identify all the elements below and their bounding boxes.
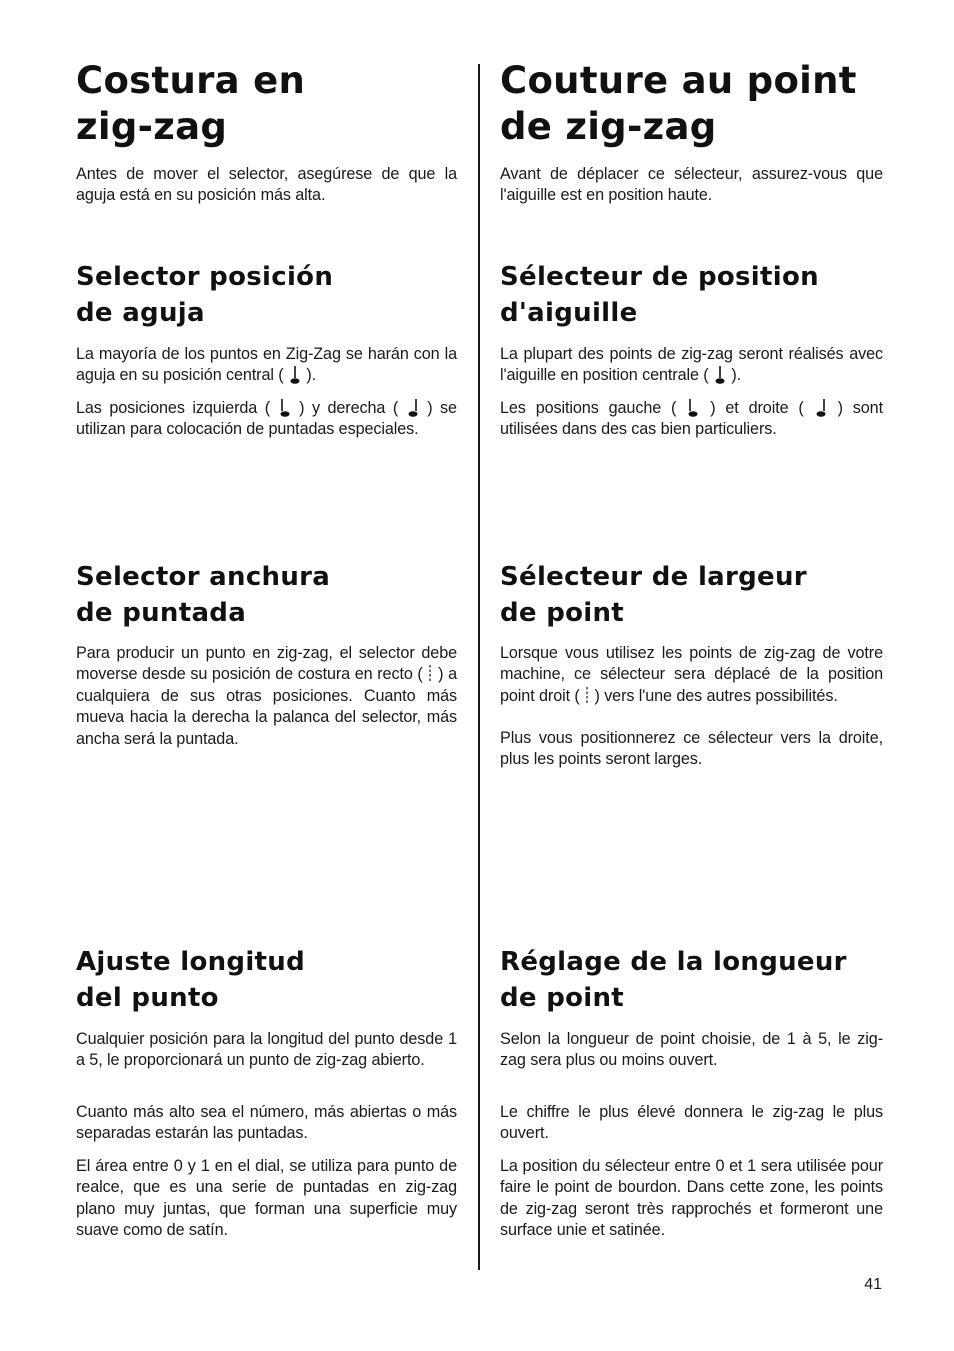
title-line-2: zig-zag — [76, 105, 228, 148]
heading-line-1: Sélecteur de position — [500, 262, 819, 292]
text-run: ) vers l'une des autres possibilités. — [594, 686, 838, 705]
heading-stitch-width-es — [76, 559, 330, 631]
heading-line-2: de puntada — [76, 598, 247, 628]
page-title-es — [76, 58, 305, 150]
text-run: Las posiciones izquierda ( — [76, 399, 271, 417]
heading-line-2: de aguja — [76, 298, 205, 328]
heading-line-1: Selector anchura — [76, 562, 331, 592]
text-run: ) se utilizan para colocación de puntadas especiales. — [76, 399, 457, 439]
needle-left-icon — [686, 398, 700, 417]
text-run: ) y derecha ( — [299, 399, 399, 417]
text-run: La plupart des points de zig-zag seront réalisés avec l'aiguille en position centrale ( — [500, 345, 883, 385]
straight-stitch-icon — [584, 686, 590, 706]
text-run: La mayoría de los puntos en Zig-Zag se harán con la aguja en su posición central ( — [76, 345, 457, 385]
intro-fr: Avant de déplacer ce sélecteur, assurez-vous que l'aiguille est en position haute. — [500, 165, 883, 205]
text-run: ) a cualquiera de sus otras posiciones. Cuanto más mueva hacia la derecha la palanca del selector, más ancha será la puntada. — [76, 665, 457, 748]
stitch-length-paragraph-2-es: Cuanto más alto sea el número, más abiertas o más separadas estarán las puntadas. — [76, 1103, 457, 1143]
stitch-length-paragraph-1-fr: Selon la longueur de point choisie, de 1 à 5, le zig-zag sera plus ou moins ouvert. — [500, 1030, 883, 1070]
text-run: ). — [731, 366, 742, 385]
stitch-width-paragraph-fr — [500, 643, 883, 707]
heading-stitch-width-fr — [500, 559, 807, 631]
needle-center-icon — [288, 365, 302, 384]
heading-stitch-length-fr — [500, 944, 847, 1016]
needle-center-paragraph-es — [76, 344, 457, 387]
needle-sides-paragraph-es — [76, 398, 457, 441]
heading-line-1: Selector posición — [76, 262, 334, 292]
text-run: Para producir un punto en zig-zag, el selector debe moverse desde su posición de costura en recto ( — [76, 644, 457, 684]
heading-needle-position-fr — [500, 259, 819, 331]
heading-stitch-length-es — [76, 944, 305, 1016]
text-run: ) et droite ( — [710, 399, 804, 417]
stitch-length-paragraph-3-es: El área entre 0 y 1 en el dial, se utiliza para punto de realce, que es una serie de puntadas en zig-zag plano muy juntas, que forman una superficie muy suave como de satín. — [76, 1157, 457, 1240]
title-line-1: Couture au point — [500, 59, 857, 102]
needle-right-icon — [406, 398, 420, 417]
heading-line-2: de point — [500, 983, 625, 1013]
needle-left-icon — [278, 398, 292, 417]
needle-sides-paragraph-fr — [500, 398, 883, 441]
heading-line-1: Sélecteur de largeur — [500, 562, 807, 592]
heading-needle-position-es — [76, 259, 333, 331]
stitch-width-paragraph-2-fr: Plus vous positionnerez ce sélecteur vers la droite, plus les points seront larges. — [500, 729, 883, 769]
needle-center-paragraph-fr — [500, 344, 883, 387]
title-line-1: Costura en — [76, 59, 306, 102]
heading-line-2: de point — [500, 598, 625, 628]
heading-line-2: d'aiguille — [500, 298, 638, 328]
page-number: 41 — [864, 1276, 882, 1293]
title-line-2: de zig-zag — [500, 105, 717, 148]
needle-right-icon — [814, 398, 828, 417]
heading-line-1: Ajuste longitud — [76, 947, 305, 977]
text-run: ). — [306, 366, 317, 385]
column-divider — [478, 64, 480, 1270]
stitch-width-paragraph-es — [76, 643, 457, 750]
stitch-length-paragraph-1-es: Cualquier posición para la longitud del punto desde 1 a 5, le proporcionará un punto de zig-zag abierto. — [76, 1030, 457, 1070]
needle-center-icon — [713, 365, 727, 384]
text-run: ) sont utilisées dans des cas bien particuliers. — [500, 399, 883, 439]
straight-stitch-icon — [427, 664, 433, 684]
text-run: Les positions gauche ( — [500, 399, 677, 417]
stitch-length-paragraph-3-fr: La position du sélecteur entre 0 et 1 sera utilisée pour faire le point de bourdon. Dans cette zone, les points de zig-zag seront très rapprochés et formeront une surface unie et satinée. — [500, 1157, 883, 1240]
intro-es: Antes de mover el selector, asegúrese de que la aguja está en su posición más alta. — [76, 165, 457, 205]
stitch-length-paragraph-2-fr: Le chiffre le plus élevé donnera le zig-zag le plus ouvert. — [500, 1103, 883, 1143]
text-run: Lorsque vous utilisez les points de zig-zag de votre machine, ce sélecteur sera déplacé de la position point droit ( — [500, 644, 883, 705]
heading-line-2: del punto — [76, 983, 219, 1013]
page-title-fr — [500, 58, 857, 150]
heading-line-1: Réglage de la longueur — [500, 947, 847, 977]
